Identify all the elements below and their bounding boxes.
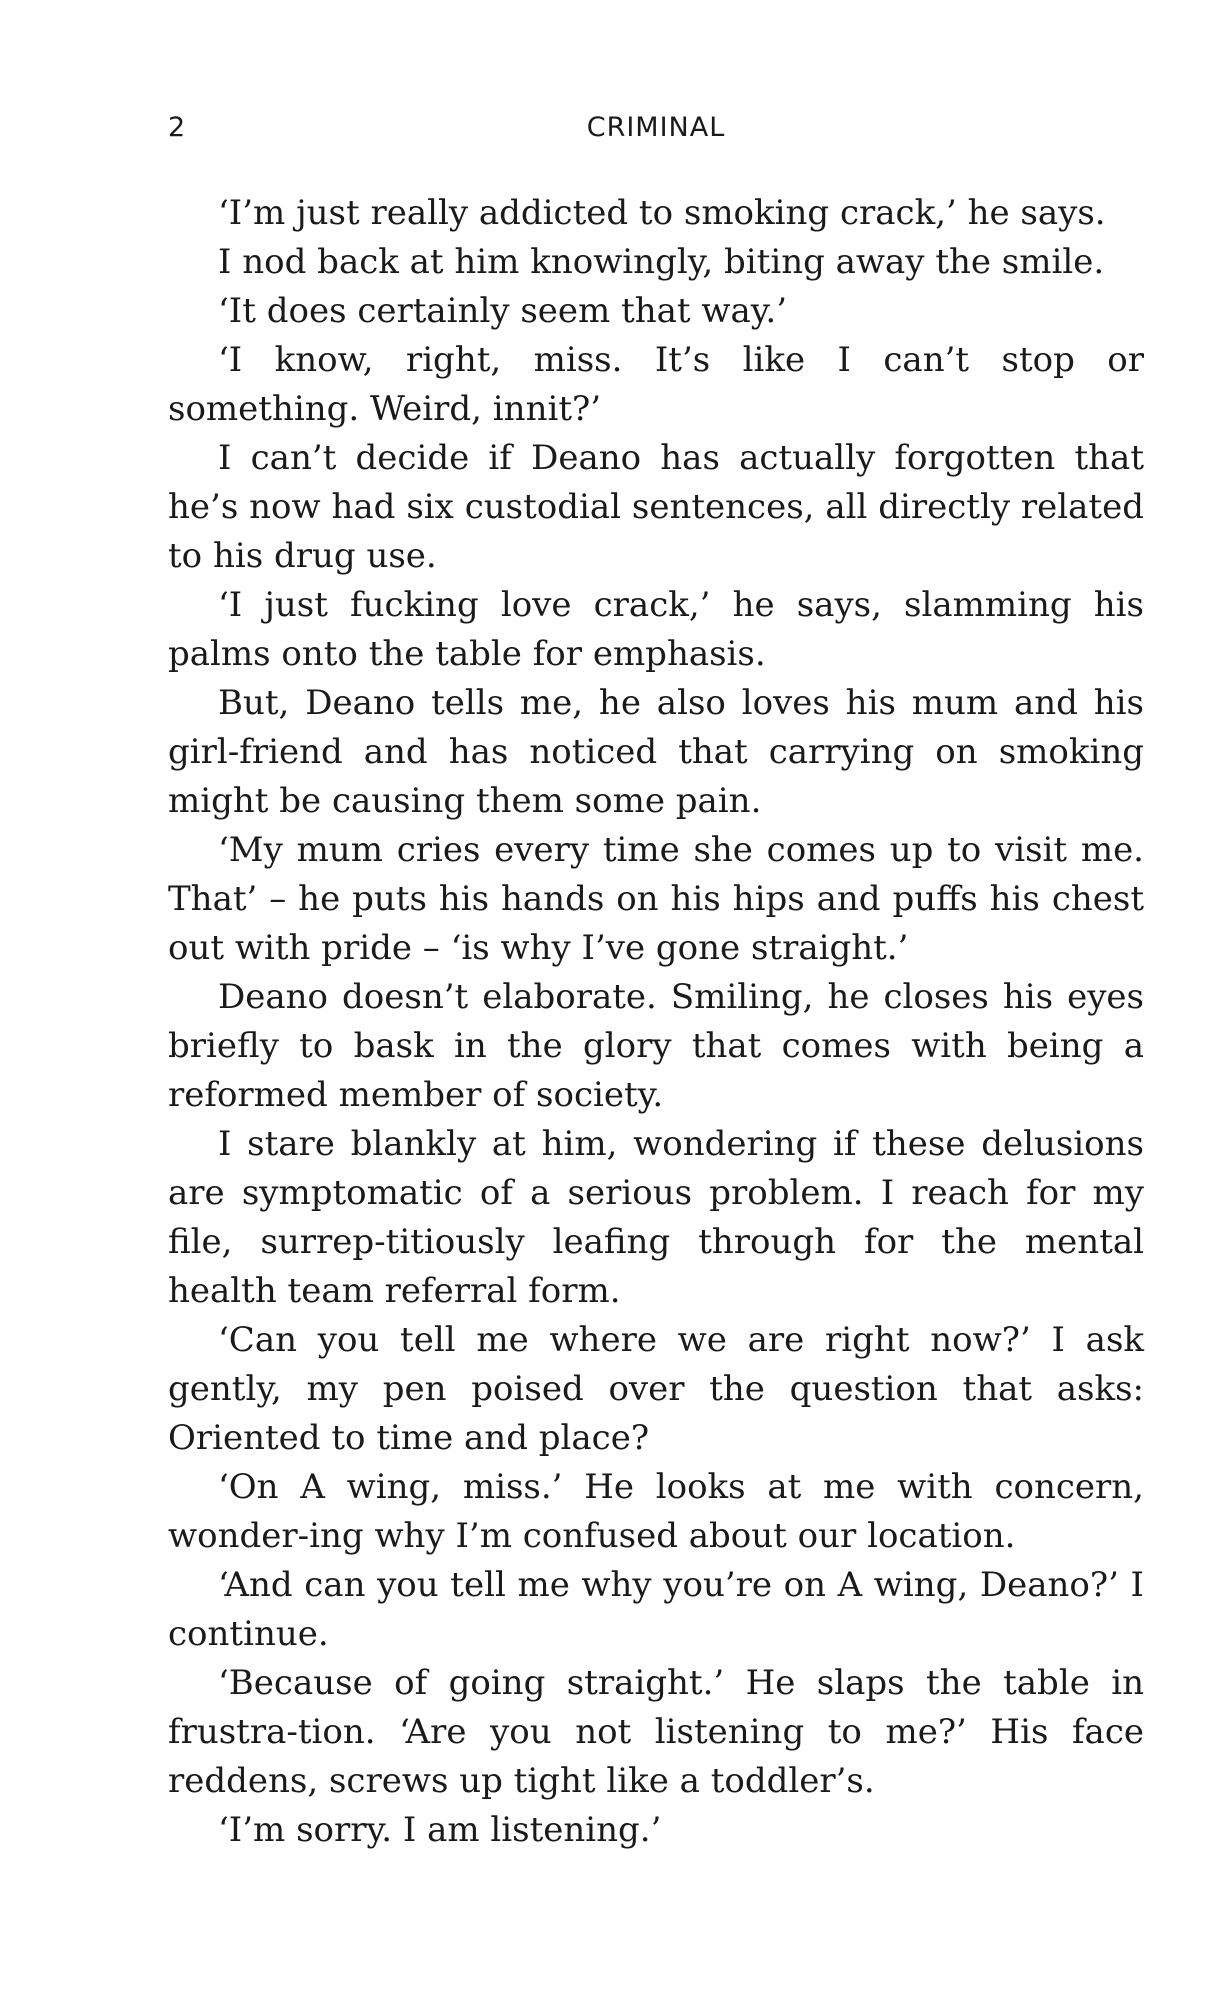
paragraph: ‘Can you tell me where we are right now?’ I ask gently, my pen poised over the question that asks: Oriented to time and place? — [168, 1320, 1144, 1458]
paragraph: ‘I’m sorry. I am listening.’ — [218, 1810, 662, 1850]
paragraph: ‘It does certainly seem that way.’ — [218, 291, 788, 331]
paragraph: I stare blankly at him, wondering if these delusions are symptomatic of a serious problem. I reach for my file, surrep-titiously leafing through for the mental health team referral form. — [168, 1124, 1144, 1311]
page-number: 2 — [168, 112, 187, 143]
paragraph: ‘I just fucking love crack,’ he says, slamming his palms onto the table for emphasis. — [168, 585, 1144, 674]
paragraph: ‘I’m just really addicted to smoking crack,’ he says. — [218, 193, 1106, 233]
paragraph: ‘Because of going straight.’ He slaps the table in frustra-tion. ‘Are you not listening to me?’ His face reddens, screws up tight like a toddler’s. — [168, 1663, 1144, 1801]
paragraph: Deano doesn’t elaborate. Smiling, he closes his eyes briefly to bask in the glory that comes with being a reformed member of society. — [168, 977, 1144, 1115]
running-head — [168, 112, 1144, 152]
body-text — [168, 189, 1144, 1855]
paragraph: But, Deano tells me, he also loves his mum and his girl-friend and has noticed that carrying on smoking might be causing them some pain. — [168, 683, 1144, 821]
paragraph: ‘On A wing, miss.’ He looks at me with concern, wonder-ing why I’m confused about our location. — [168, 1467, 1144, 1556]
paragraph: ‘My mum cries every time she comes up to visit me. That’ – he puts his hands on his hips and puffs his chest out with pride – ‘is why I’ve gone straight.’ — [168, 830, 1144, 968]
paragraph: ‘I know, right, miss. It’s like I can’t stop or something. Weird, innit?’ — [168, 340, 1144, 429]
chapter-title: CRIMINAL — [586, 112, 726, 143]
paragraph: ‘And can you tell me why you’re on A wing, Deano?’ I continue. — [168, 1565, 1144, 1654]
paragraph: I can’t decide if Deano has actually forgotten that he’s now had six custodial sentences, all directly related to his drug use. — [168, 438, 1144, 576]
paragraph: I nod back at him knowingly, biting away the smile. — [218, 242, 1105, 282]
